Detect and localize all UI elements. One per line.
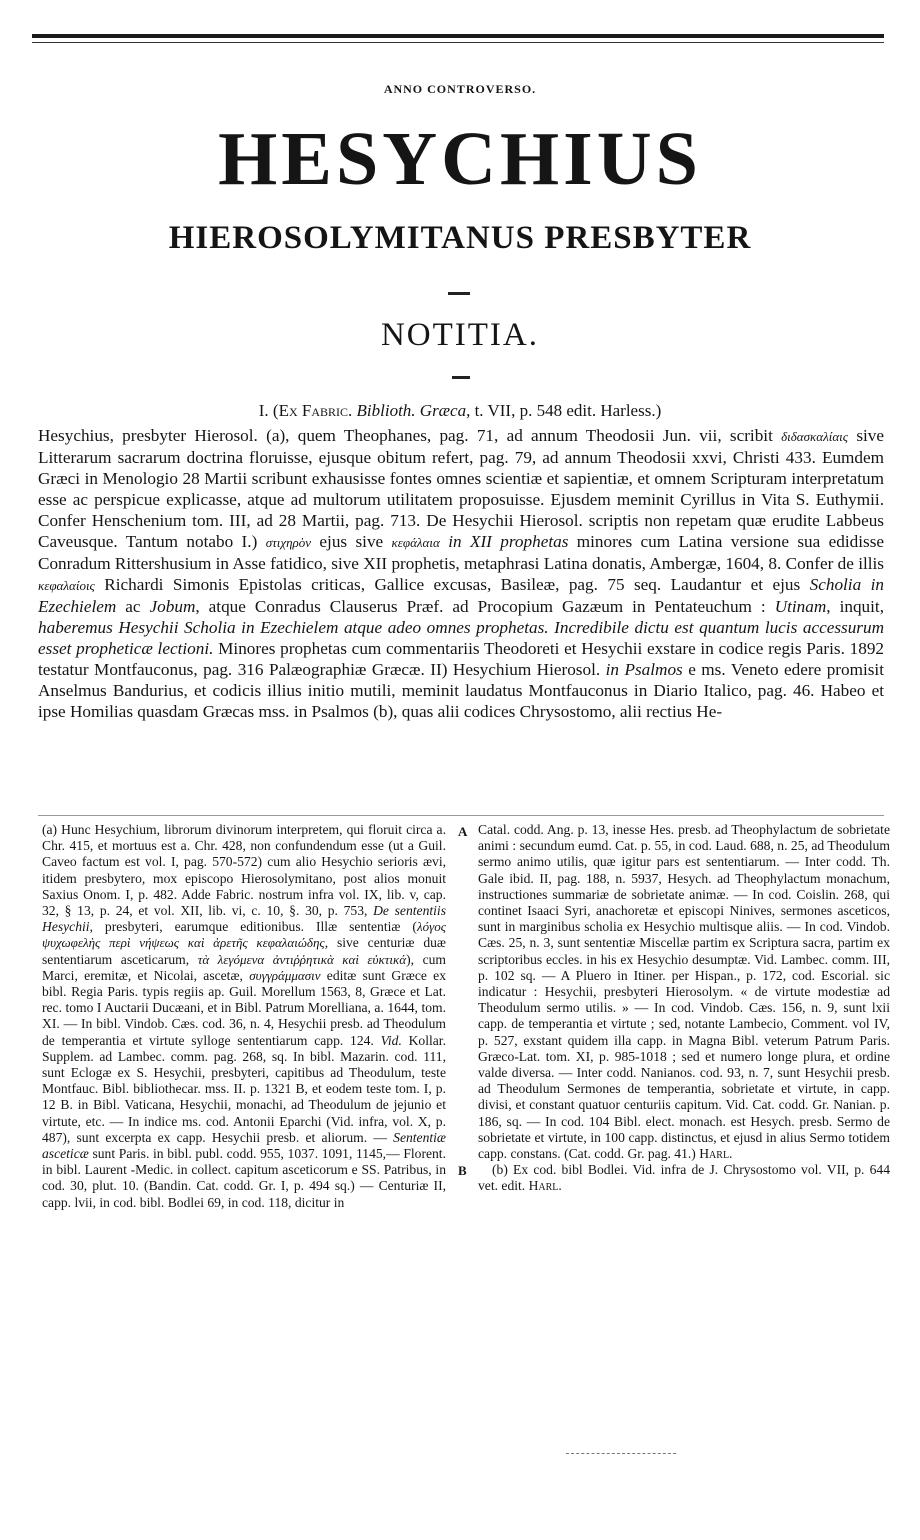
footnote-a-continued: [478, 822, 890, 1162]
main-text: [38, 425, 884, 722]
body-text: Richardi Simonis Epistolas criticas, Gallice excusas, Basileæ, pag. 75 seq. Laudantur et ejus: [94, 575, 810, 594]
footnotes-right-column: [478, 822, 890, 1195]
margin-marker-b: B: [458, 1163, 467, 1178]
greek-phrase: τὰ λεγόμενα ἀντιῤῥητικὰ καὶ εὐκτικά: [197, 951, 407, 967]
body-text: ac: [116, 597, 150, 616]
italic-text: haberemus Hesychii Scholia in Ezechielem atque adeo omnes prophetas. Incredibile dictu est quantum lucis accessurum esset propheticæ lectioni.: [38, 618, 884, 658]
footnote-text: , presbyteri, earumque editionibus. Illæ sententiæ (: [89, 919, 417, 935]
body-text: Minores prophetas cum commentariis Theodoreti et Hesychii exstare in codice regis Paris. 1892 testatur Montfauconus, pag. 316 Palæographiæ Græcæ. II) Hesychium Hierosol.: [38, 639, 885, 679]
body-text: ejus sive: [311, 532, 392, 551]
source-ex: Ex Fabric.: [278, 401, 353, 420]
editor-sign: Harl.: [699, 1146, 733, 1162]
greek-word: στιχηρὸν: [265, 535, 312, 550]
italic-text: Scholia in Ezechielem: [38, 575, 884, 616]
body-text: , atque Conradus Clauserus Præf. ad Procopium Gazæum in Pentateuchum :: [195, 597, 775, 616]
footnote-a: [42, 822, 446, 1211]
footnote-text: Kollar. Supplem. ad Lambec. comm. pag. 268, sq. In bibl. Mazarin. cod. 111, sunt Eclogæ ex S. Hesychii, presbyteri, capitibus ad Theodulum, teste Montfauc. Bibl. bibliothecar. mss. II. p. 1321 B, et eodem teste tom. I, p. 12 B. in Bibl. Vaticana, Hesychii, monachi, ad Theodulum de jejunio et virtute, etc. — In indice ms. cod. Antonii Eparchi (Vid. infra, vol. X, p. 487), sunt excerpta ex capp. Hesychii presb. et aliorum. —: [42, 1032, 446, 1145]
body-paragraph: [38, 425, 884, 722]
greek-word: διδασκαλίαις: [781, 429, 849, 444]
footnote-text: editæ sunt Græce ex bibl. Regia Paris. typis regiis ap. Guil. Morellum 1563, 8, Græce et Lat. rec. tomo I Auctarii Ducæani, et in Bibl. Patrum Morelliana, a. 1644, tom. XI. — In bibl. Vindob. Cæs. cod. 36, n. 4, Hesychii presb. ad Theodulum de temperantia et virtute syllogе sententiarum capp. 124.: [42, 967, 446, 1048]
source-rest: t. VII, p. 548 edit. Harless.): [470, 401, 662, 420]
footnotes-left-column: [42, 822, 446, 1211]
italic-text: De sententiis Hesychii: [42, 903, 446, 935]
italic-text: in Psalmos: [605, 660, 683, 679]
source-work: Biblioth. Græca,: [356, 401, 471, 420]
footnote-text: Catal. codd. Ang. p. 13, inesse Hes. presb. ad Theophylactum de sobrietate animi : secundum eumd. Cat. p. 55, in cod. Laud. 688, n. 25, ad Theodulum sermo animo utilis, quæ igitur pars est sententiarum. — Inter codd. Th. Gale ibid. II, pag. 188, n. 5937, Hesych. ad Theophylactum monachum, instructiones summariæ de sobrietate animæ. — In cod. Coislin. 268, qui continet Isaaci Syri, anachoretæ et episcopi Ninives, sermones asceticos, sunt in marginibus scholia ex Hesychio multisque aliis. — In cod. Vindob. Cæs. 25, n. 3, sunt sententiæ Miscellæ partim ex Scriptura sacra, partim ex scriptoribus eccles. in his ex Hesychio desumptæ. Vid. Lambec. comm. III, p. 102 sq. — A Pluero in Itiner. per Hispan., p. 172, cod. Escorial. sic indicatur : Hesychii, presbyteri Hierosolym. « de virtute modestiæ ad Theodulum sermo utilis. » — In cod. Vindob. Cæs. 156, n. 9, sunt lxii capp. de temperantia et virtute ; sed, notante Lambecio, Comment. vol IV, p. 527, exstant quidem illa capp. in Magna Bibl. veterum Patrum Paris. Græco-Lat. tom. XI, p. 985-1018 ; sed et numero longe plura, et ordine valde diversa. — Inter codd. Nanianos. cod. 93, n. 7, sunt Hesychii presb. ad Theodulum Sermones de temperantia, sobrietate et virtute, in capp. divisi, et constant quatuor centuriis capitum. Vid. Cat. codd. Gr. Nanian. p. 186, sq. — In cod. 104 Bibl. elect. monach. est Hesych. presb. Sermo de sobrietate et virtute, in 100 capp. distinctus, et ejusd in alius Sermo totidem capp. constans. (Cat. codd. Gr. pag. 41.): [478, 822, 890, 1162]
italic-text: Utinam: [774, 597, 827, 616]
italic-text: Jobum: [149, 597, 196, 616]
source-prefix: I. (: [258, 401, 279, 420]
italic-text: Vid.: [380, 1032, 402, 1048]
page-subtitle: HIEROSOLYMITANUS PRESBYTER: [168, 220, 752, 256]
greek-word: συγγράμμασιν: [249, 967, 321, 983]
greek-word: κεφάλαια: [391, 535, 440, 550]
italic-text: in XII prophetas: [439, 532, 569, 551]
italic-text: Sententiæ asceticæ: [42, 1129, 446, 1162]
greek-phrase: λόγος ψυχωφελὴς περὶ νήψεως καὶ ἀρετῆς κεφαλαιώδης: [42, 919, 446, 951]
greek-word: κεφαλαίοις: [38, 578, 95, 593]
body-text: minores cum Latina versione sua edidisse Conradum Rittershusium in Asse fatidico, sive XII prophetis, metaphrasi Latina donatis, Ambergæ, 1604, 8. Confer de illis: [38, 532, 885, 573]
footnote-b: [478, 1162, 890, 1194]
body-text: e ms. Veneto edere promisit Anselmus Bandurius, et codicis illius initio mutili, meminit laudatus Montfauconus in Diario Italico, pag. 46. Habeo et ipse Homilias quasdam Græcas mss. in Psalmos (b), quas alii codices Chrysostomo, alii rectius He-: [38, 660, 884, 721]
body-text: , inquit,: [826, 597, 884, 616]
body-text: Hesychius, presbyter Hierosol. (a), quem Theophanes, pag. 71, ad annum Theodosii Jun. vii, scribit: [38, 426, 782, 445]
footnote-text: (a) Hunc Hesychium, librorum divinorum interpretem, qui floruit circa a. Chr. 415, et mortuus est a. Chr. 428, non confundendum esse (ut a Guil. Caveo factum est vol. I, pag. 570-572) cum alio Hesychio serioris ævi, itidem presbytero, mox episcopo Hierosolymitano, post alios monuit Saxius Onom. I, p. 482. Adde Fabric. nostrum infra vol. IX, lib. v, cap. 32, § 13, p. 24, et vol. XII, lib. vi, c. 10, §. 30, p. 753,: [42, 822, 446, 919]
footer-dotted-rule: [566, 1453, 676, 1454]
source-reference: [36, 400, 884, 422]
top-rule: [32, 34, 884, 38]
footnote-text: ), cum Marci, eremitæ, et Nicolai, ascetæ,: [42, 951, 446, 983]
footnote-text: sunt Paris. in bibl. publ. codd. 955, 1037. 1091, 1145,— Florent. in bibl. Laurent -Medic. in collect. capitum asceticorum e SS. Patribus, in cod. 30, plut. 10. (Bandin. Cat. codd. Gr. I, p. 494 sq.) — Centuriæ II, capp. lvii, in cod. bibl. Bodlei 69, in cod. 118, dicitur in: [42, 1146, 446, 1210]
page-kicker: ANNO CONTROVERSO.: [383, 82, 537, 96]
editor-sign: Harl.: [528, 1178, 562, 1194]
footnote-separator: [38, 815, 884, 816]
footnote-text: , sive centuriæ duæ sententiarum asceticarum,: [42, 935, 446, 967]
section-heading: NOTITIA.: [380, 317, 540, 353]
ornament-divider: [448, 292, 470, 295]
footnote-text: (b) Ex cod. bibl Bodlei. Vid. infra de J. Chrysostomo vol. VII, p. 644 vet. edit.: [478, 1162, 890, 1194]
margin-marker-a: A: [458, 824, 468, 839]
page-title: HESYCHIUS: [218, 117, 702, 201]
body-text: sive Litterarum sacrarum doctrina floruisse, ejusque obitum refert, pag. 79, ad annum Theodosii xxvi, Christi 433. Eumdem Græci in Menologio 28 Martii scribunt exhausisse fontes omnes scientiæ et sapientiæ, et omnem Scripturam interpretatum esse ac perspicue explicasse, atque ad multorum utilitatem proposuisse. Ejusdem meminit Cyrillus in Vita S. Euthymii. Confer Henschenium tom. III, ad 28 Martii, pag. 713. De Hesychii Hierosol. scriptis non repetam quæ erudite Labbeus Caveusque. Tantum notabo I.): [38, 426, 885, 551]
ornament-divider: [452, 376, 470, 379]
